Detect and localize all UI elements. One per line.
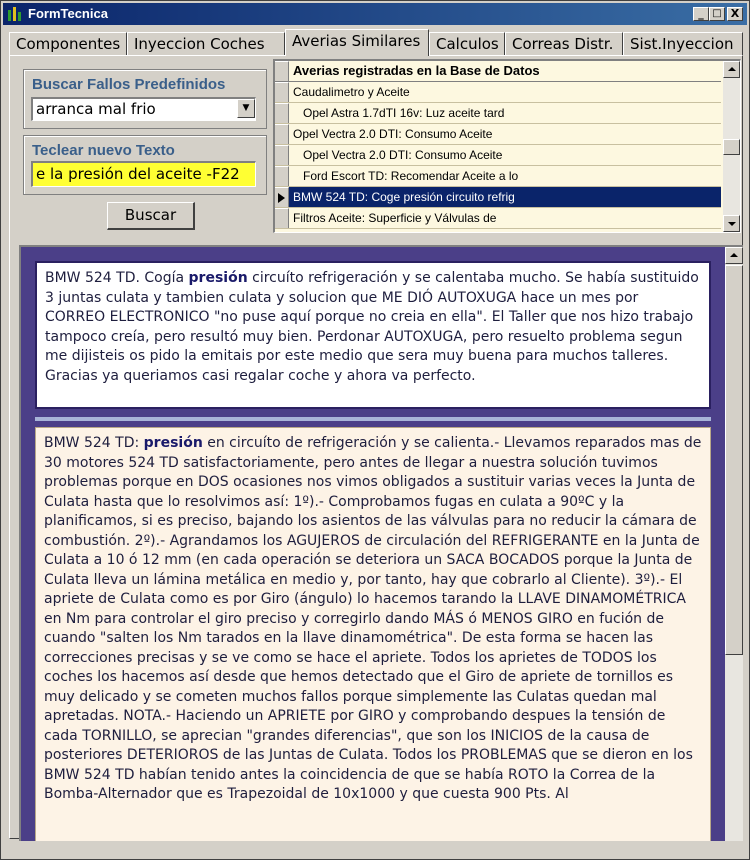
grid-row-text: Ford Escort TD: Recomendar Aceite a lo [293,169,519,183]
grid-row-text: Opel Vectra 2.0 DTI: Consumo Aceite [293,127,493,141]
grid-row-text: Opel Vectra 2.0 DTI: Consumo Aceite [293,148,503,162]
scroll-up-button[interactable] [725,247,743,264]
scroll-thumb[interactable] [725,265,743,655]
article-text: en circuíto de refrigeración y se calienta.- Llevamos reparados mas de 30 motores 524 TD satisfactoriamente, pero antes de llegar a nuestra solución tuvimos problemas porque en DOS ocasiones nos vimos obligados a sustituir varias veces la Junta de Culata hasta que lo resolvimos así: 1º).- Comprobamos fugas en culata a 90ºC y la planificamos, si es preciso, bajando los asientos de las válvulas para no reducir la cámara de combustión. 2º).- Agrandamos los AGUJEROS de circulación del REFRIGERANTE en la Junta de Culata a 10 ó 12 mm (en cada operación se deteriora un SACA BOCADOS porque la Junta de Culata lleva un lámina metálica en medio y, por tanto, hay que cobrarlo al Cliente). 3º).- El apriete de Culata como es por Giro (ángulo) lo hacemos tarando la LLAVE DINAMOMÉTRICA en Nm para controlar el giro preciso y corregirlo dando MÁS ó MENOS GIRO en fución de cuando "salten los Nm tarados en la llave dinamométrica". De esta forma se hacen las correcciones precisas y se ve como se hace el apriete. Todos los aprietes de TODOS los coches los hacemos así desde que hemos detectado que el Giro de apriete de tornillos es muy delicado y se cometen muchos fallos porque simplemente las Culatas quedan mal apretadas. NOTA.- Haciendo un APRIETE por GIRO y comprobando despues la tensión de cada TORNILLO, se aprecian "grandes diferencias", que son los INICIOS de la causa de posteriores DETERIOROS de las Juntas de Culata. Todos los PROBLEMAS que se dieron en los BMW 524 TD habían tenido antes la coincidencia de que se había ROTO la Correa de la Bomba-Alternador que es Trapezoidal de 10x1000 y que cuesta 900 Pts. Al [44,435,702,802]
grid-row[interactable] [275,166,721,187]
window-title: FormTecnica [28,6,108,21]
results-panel [19,245,743,841]
article-text: circuíto refrigeración y se calentaba mucho. Se había sustituido 3 juntas culata y tambien culata y solucion que ME DIÓ AUTOXUGA hace un mes por CORREO ELECTRONICO "no puse aquí porque no creia en ella". El Taller que nos hizo trabajo tampoco creía, pero resultó muy bien. Perdonar AUTOXUGA, pero resuelto problema segun me dijisteis os pido la emitais por este medio que sera muy buena para muchos talleres. Gracias ya queriamos casi regalar coche y ahora va perfecto. [45,270,699,384]
title-bar[interactable] [3,3,747,25]
grid-row[interactable] [275,124,721,145]
result-article [35,427,711,841]
grid-header-label: Averias registradas en la Base de Datos [293,63,540,78]
results-scrollbar[interactable] [725,247,743,841]
grid-row[interactable] [275,103,721,124]
grid-row-selected[interactable] [275,187,721,208]
predefined-faults-select[interactable] [31,97,256,121]
arrow-down-icon [728,222,736,226]
grid-row-text: Opel Astra 1.7dTI 16v: Luz aceite tard [293,106,505,120]
tab-calculos[interactable]: Calculos [429,32,505,55]
predefined-faults-value: arranca mal frio [36,100,156,118]
row-indicator [275,124,289,144]
row-indicator [275,82,289,102]
result-article [35,261,711,409]
row-indicator [275,103,289,123]
tab-componentes[interactable]: Componentes [9,32,127,55]
new-text-label: Teclear nuevo Texto [32,142,175,159]
results-viewport [21,247,725,841]
row-indicator [275,166,289,186]
grid-row-text: Filtros Aceite: Superficie y Válvulas de [293,211,497,225]
grid-row-text: Caudalimetro y Aceite [293,85,410,99]
row-indicator [275,208,289,228]
predefined-faults-label: Buscar Fallos Predefinidos [32,76,226,93]
row-indicator [275,145,289,165]
grid-scrollbar[interactable] [723,61,740,232]
article-text: BMW 524 TD: [44,435,144,451]
maximize-button[interactable]: □ [709,7,725,21]
row-indicator [275,187,289,207]
grid-header [275,61,721,82]
current-row-arrow-icon [278,193,285,203]
scroll-up-button[interactable] [723,61,740,78]
scroll-down-button[interactable] [723,215,740,232]
grid-row[interactable] [275,82,721,103]
grid-row[interactable] [275,208,721,229]
search-button[interactable]: Buscar [107,202,195,230]
grid-row-text: BMW 524 TD: Coge presión circuito refrig [293,190,515,204]
tab-inyeccion-coches[interactable]: Inyeccion Coches [127,32,285,55]
new-text-input[interactable]: e la presión del aceite -F22 [31,161,256,187]
tab-correas-distr[interactable]: Correas Distr. [505,32,623,55]
minimize-button[interactable]: _ [693,7,709,21]
tab-averias-similares[interactable]: Averias Similares [285,29,429,56]
keyword-highlight: presión [188,270,248,286]
tab-bar [9,29,743,55]
keyword-highlight: presión [143,435,203,451]
article-text: BMW 524 TD. Cogía [45,270,189,286]
tab-sist-inyeccion[interactable]: Sist.Inyeccion [623,32,743,55]
app-icon [7,6,23,22]
arrow-up-icon [728,67,736,71]
dropdown-arrow-icon[interactable]: ▼ [237,99,255,118]
scroll-thumb[interactable] [723,139,740,155]
close-button[interactable]: X [727,7,743,21]
row-indicator [275,61,289,81]
article-separator [35,417,711,421]
arrow-up-icon [730,253,738,257]
grid-row[interactable] [275,145,721,166]
faults-grid [273,59,741,233]
